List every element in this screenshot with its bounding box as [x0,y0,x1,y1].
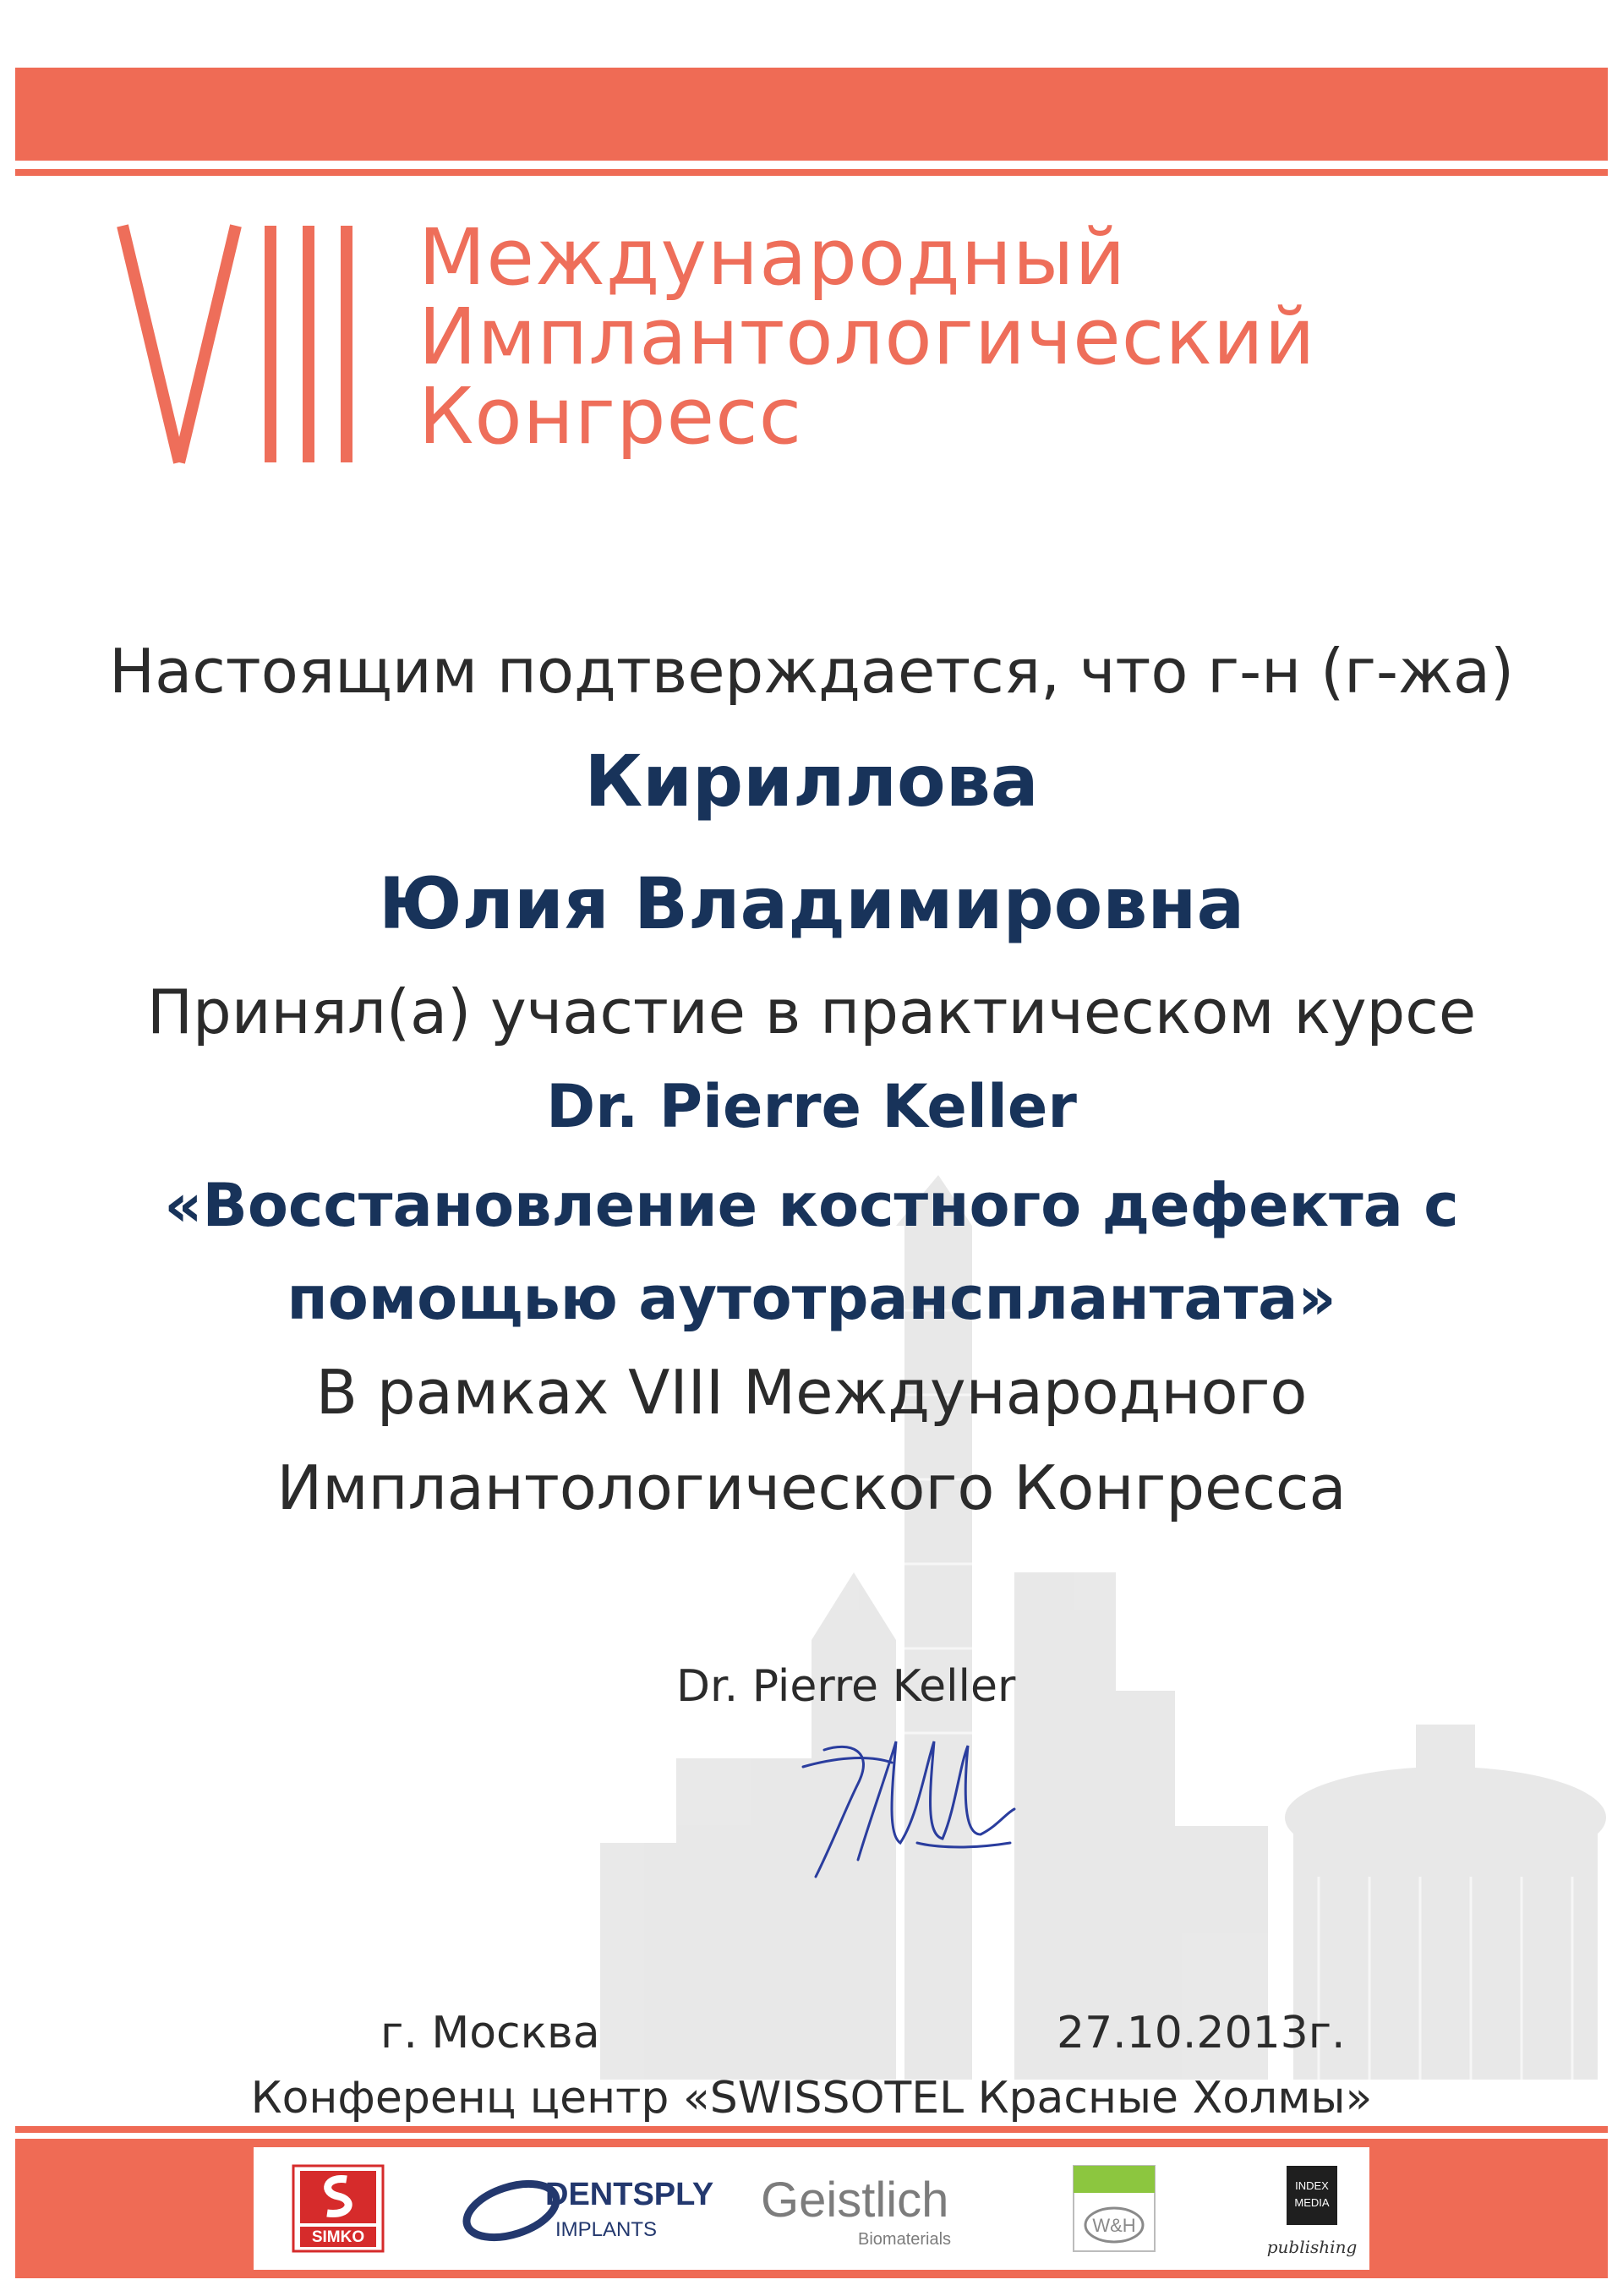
event-date: 27.10.2013г. [1057,2008,1346,2058]
venue-label: Конференц центр «SWISSOTEL Красные Холмы» [250,2073,1373,2124]
title-line-2: Имплантологический [418,292,1316,382]
title-line-1: Международный [418,212,1127,303]
geistlich-logo [757,2164,968,2253]
course-title-line-2: помощью аутотрансплантата» [287,1264,1336,1333]
top-accent-band [15,68,1608,161]
dentsply-implants-logo [461,2164,714,2253]
svg-text:MEDIA: MEDIA [1294,2196,1330,2209]
city-skyline-background [575,1099,1623,2080]
svg-text:Biomaterials: Biomaterials [858,2230,952,2249]
bottom-accent-line [15,2126,1608,2133]
svg-text:DENTSPLY: DENTSPLY [545,2177,714,2212]
lecturer-name: Dr. Pierre Keller [546,1072,1077,1141]
participation-text: Принял(а) участие в практическом курсе [146,976,1477,1047]
handwritten-signature [799,1716,1019,1885]
context-line-2: Имплантологического Конгресса [276,1452,1347,1523]
participant-surname: Кириллова [584,740,1039,823]
course-title-line-1: «Восстановление костного дефекта с [164,1171,1459,1240]
signatory-name: Dr. Pierre Keller [676,1661,1016,1712]
top-accent-line [15,169,1608,176]
index-media-logo [1268,2164,1361,2274]
participant-given-names: Юлия Владимировна [378,862,1245,945]
simko-logo [292,2164,385,2253]
wh-logo [1072,2164,1156,2253]
svg-text:publishing: publishing [1266,2237,1358,2257]
congress-title [418,212,1316,462]
svg-text:INDEX: INDEX [1295,2179,1329,2192]
svg-text:IMPLANTS: IMPLANTS [555,2218,658,2241]
svg-text:SIMKO: SIMKO [311,2228,365,2246]
city-label: г. Москва [380,2008,600,2058]
title-line-3: Конгресс [418,371,803,462]
context-line-1: В рамках VIII Международного [315,1357,1308,1428]
roman-numeral-logo [118,221,363,467]
svg-text:Geistlich: Geistlich [761,2173,949,2228]
svg-text:W&H: W&H [1092,2215,1136,2236]
intro-text: Настоящим подтверждается, что г-н (г-жа) [108,636,1515,707]
